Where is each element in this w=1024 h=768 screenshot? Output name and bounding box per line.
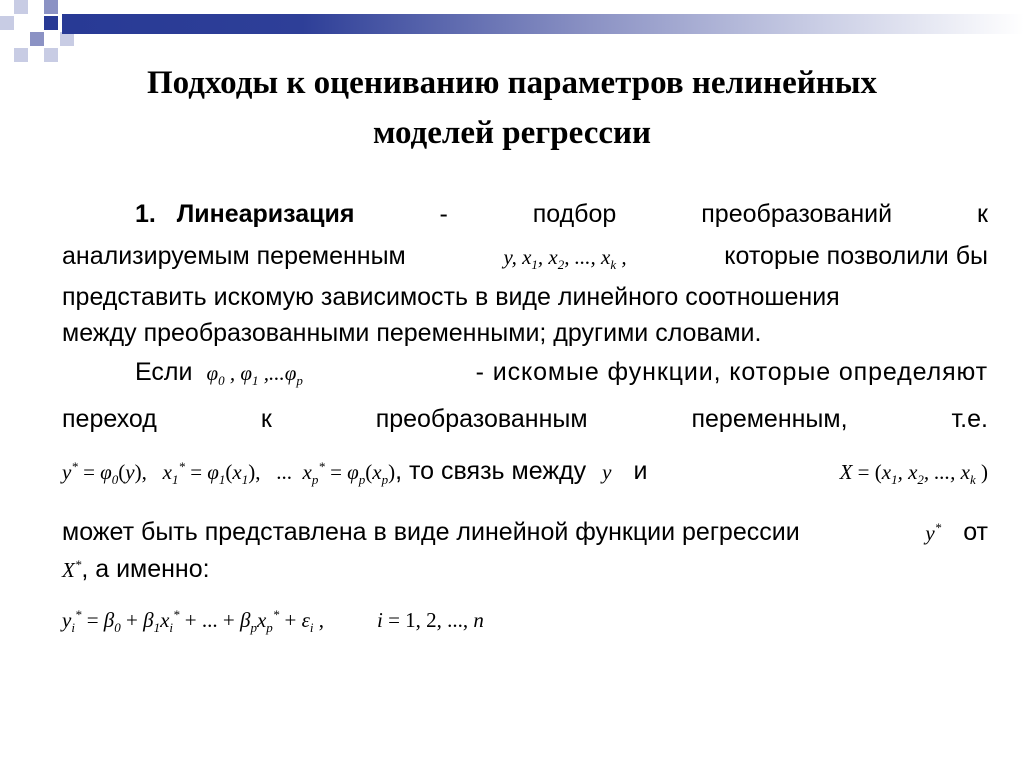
phi-functions-formula: $\varphi_0$ , $\varphi_1$ $,...\varphi_p$	[206, 361, 303, 389]
paragraph-2-line-5	[62, 550, 988, 585]
text-sought-functions: - искомые функции, которые определяют	[475, 358, 988, 386]
term-linearization: Линеаризация	[176, 200, 355, 228]
word-perehod: переход	[62, 405, 157, 433]
word-peremennym: переменным,	[691, 405, 848, 433]
header-gradient-bar	[62, 14, 1024, 34]
paragraph-1-line-3: представить искомую зависимость в виде линейного соотношения	[62, 283, 840, 311]
item-number-and-term	[135, 199, 355, 229]
word-dash: -	[439, 200, 448, 228]
decor-square	[44, 16, 58, 30]
word-ot: от	[963, 518, 988, 546]
text-connection-between: , то связь между	[395, 457, 587, 485]
paragraph-2-line-3	[62, 452, 988, 495]
variable-y: y	[602, 460, 612, 484]
word-k: к	[260, 405, 272, 433]
word-esli: Если	[135, 358, 193, 386]
decor-square	[30, 32, 44, 46]
item-number: 1.	[135, 200, 156, 228]
word-preobrazovannym: преобразованным	[375, 405, 588, 433]
text-namely: , а именно:	[81, 555, 210, 583]
paragraph-2-line-2	[62, 404, 988, 434]
title-line-1: Подходы к оцениванию параметров нелинейных	[146, 65, 878, 101]
regression-model-formula: $y_i^* = \beta_0 + \beta_1x_i^*$ + ... + $\beta_px_p^* + \varepsilon_i$ ,	[62, 607, 325, 636]
paragraph-1-line-4: между преобразованными переменными; другими словами.	[62, 319, 762, 347]
variables-formula: y, $x_1$, $x_2$, ..., $x_k$ ,	[503, 245, 627, 273]
decor-square	[44, 0, 58, 14]
word-podbor: подбор	[532, 200, 617, 228]
transform-formula: $y^* = \varphi_0(y)$, $x_1^* = \varphi_1(x_1)$, ... $x_p^* = \varphi_p(x_p)$	[62, 459, 396, 488]
title-line-2: моделей регрессии	[372, 115, 652, 151]
word-k: к	[977, 200, 988, 228]
index-range-formula: i = 1, 2, ..., n	[376, 608, 484, 632]
paragraph-2-line-1	[135, 357, 988, 396]
word-te: т.е.	[951, 405, 988, 433]
decor-square	[14, 48, 28, 62]
word-and: и	[633, 457, 648, 485]
y-star-symbol: y*	[925, 520, 942, 545]
decor-square	[0, 16, 14, 30]
text-which-allowed: которые позволили бы	[724, 242, 988, 270]
paragraph-1-line-2	[62, 241, 988, 280]
regression-model-line	[62, 600, 988, 643]
slide-title	[40, 58, 984, 158]
decor-square	[60, 32, 74, 46]
paragraph-1-line-1	[135, 199, 988, 229]
decor-square	[14, 0, 28, 14]
paragraph-2-line-4	[62, 513, 988, 548]
vector-x-formula: $X = (x_1$, $x_2$, ..., $x_k$ )	[839, 460, 988, 488]
text-linear-regression: может быть представлена в виде линейной функции регрессии	[62, 518, 800, 546]
text-analyzed-variables: анализируемым переменным	[62, 242, 406, 270]
word-preobrazovaniy: преобразований	[701, 200, 893, 228]
slide-header-decoration	[0, 0, 1024, 66]
x-star-symbol: X*	[62, 557, 82, 582]
